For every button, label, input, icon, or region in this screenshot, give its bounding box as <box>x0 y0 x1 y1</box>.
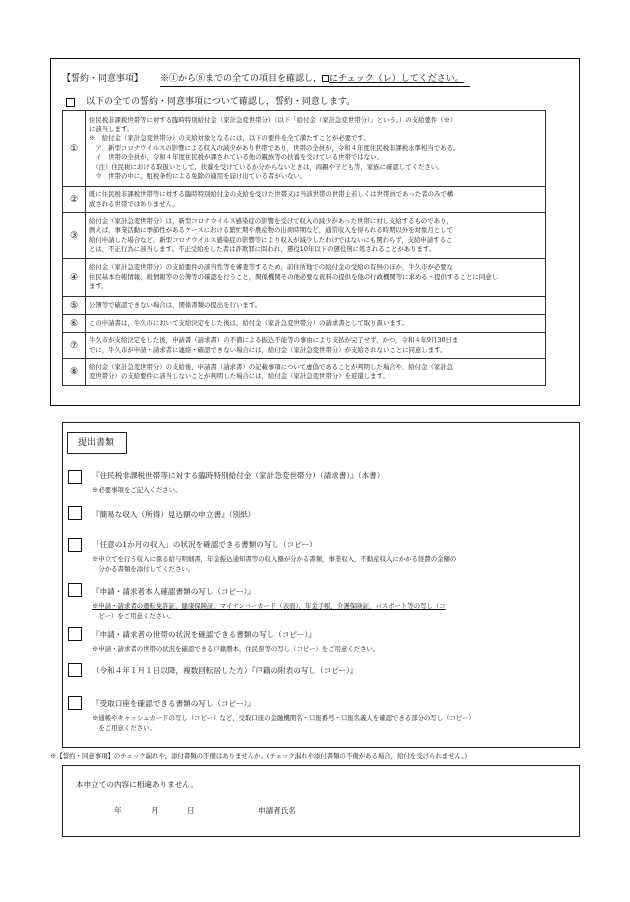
agreement-items-table <box>62 110 546 386</box>
doc-note: ※申立てを行う収入に係る給与明細書，年金振込通知書等の収入額が分かる書類，事業収入，不動産収入にかかる経費の金額の <box>92 555 457 563</box>
instruction-underline <box>160 86 470 87</box>
doc-note: ピー）をご用意ください。 <box>92 612 175 620</box>
item-line: でに，牛久市が申請・請求者に連絡・確認できない場合には，給付金（家計急変世帯分）が支給されないことに同意します。 <box>89 345 447 354</box>
item-line: この申請書は，牛久市において支給決定をした後は，給付金（家計急変世帯分）の請求書として取り扱います。 <box>89 318 409 327</box>
item-line: 給付金（家計急変世帯分）は，新型コロナウイルス感染症の影響を受けて収入の減少があった世帯に対し支給するものであり， <box>89 216 453 225</box>
item-number: ⑥ <box>63 315 86 333</box>
item-line: 住民税非課税世帯等に対する臨時特別給付金（家計急変世帯分）（以下「給付金（家計急変世帯分）」という。）の支給要件（※） <box>89 115 457 124</box>
item-number: ① <box>63 111 86 187</box>
item-line: 既に住民税非課税世帯等に対する臨時特別給付金の支給を受けた世帯又は当該世帯の世帯主若しくは世帯員であった者のみで構 <box>89 190 454 199</box>
item-number: ⑦ <box>63 333 86 359</box>
agreement-item <box>63 111 546 187</box>
doc-note: ※通帳やキャッシュカードの写し（コピー）など，受取口座の金融機関名・口座番号・口座名義人を確認できる部分の写し（コピー） <box>92 714 475 722</box>
agree-all-label: 以下の全ての誓約・同意事項について確認し，誓約・同意します。 <box>86 97 356 107</box>
item-line: ます。 <box>89 282 108 291</box>
day-label: 日 <box>187 806 195 815</box>
doc-note: ※申請・請求者の世帯の状況を確認できる戸籍謄本，住民票等の写し（コピー）をご用意ください。 <box>92 645 380 653</box>
checkbox-symbol-icon <box>322 75 329 82</box>
doc-checkbox-household[interactable] <box>68 627 82 641</box>
item-line: ウ 世帯の中に，租税条約による免除の適用を届け出ている者がいない。 <box>89 172 307 181</box>
item-number: ② <box>63 187 86 213</box>
doc-label: 『申請・請求者本人確認書類の写し（コピー）』 <box>92 587 255 596</box>
doc-checkbox-bank-account[interactable] <box>68 696 82 710</box>
doc-note: ※申請・請求者の運転免許証，健康保険証，マイナンバーカード（表面），年金手帳，介護保険証，パスポート等の写し（コ <box>92 602 446 610</box>
agreement-item <box>63 359 546 386</box>
doc-checkbox-family-register[interactable] <box>68 663 82 677</box>
doc-checkbox-income-statement[interactable] <box>68 506 82 520</box>
doc-checkbox-monthly-income[interactable] <box>68 538 82 552</box>
doc-label: 『簡易な収入（所得）見込額の申立書』（別紙） <box>92 510 256 519</box>
agreement-item <box>63 333 546 359</box>
doc-note: 分かる書類を添付してください。 <box>92 565 195 573</box>
agreement-item <box>63 297 546 315</box>
agreement-item <box>63 187 546 213</box>
item-number: ③ <box>63 213 86 259</box>
item-line: に該当します。 <box>89 124 134 133</box>
agreement-item <box>63 213 546 259</box>
doc-note: をご用意ください。 <box>92 724 156 732</box>
item-number: ⑤ <box>63 297 86 315</box>
item-line: 公簿等で確認できない場合は，関係書類の提出を行います。 <box>89 300 262 309</box>
item-line: イ 世帯の全員が，令和４年度住民税が課されている他の親族等の扶養を受けている世帯ではない。 <box>89 153 383 162</box>
item-line: 給付申請した場合など，新型コロナウイルス感染症の影響等により収入が減少したわけではないにも関わらず，支給申請するこ <box>89 235 453 244</box>
item-line: 住民基本台帳情報，税情報等の公簿等の確認を行うこと，関係機関その他必要な資料の提供を他の行政機関等に求める・提供することに同意し <box>89 272 498 281</box>
doc-label: 『申請・請求者の世帯の状況を確認できる書類の写し（コピー）』 <box>92 630 316 639</box>
applicant-name-label: 申請者氏名 <box>258 806 296 815</box>
doc-label: 『住民税非課税世帯等に対する臨時特別給付金（家計急変世帯分）（請求書）』（本書） <box>92 471 385 480</box>
agreement-item <box>63 315 546 333</box>
doc-label: （令和４年１月１日以降，複数回転居した方）『戸籍の附表の写し（コピー）』 <box>92 666 358 675</box>
instruction-pre: ※①から⑧までの全ての項目を確認し， <box>160 74 323 84</box>
warning-note: ※【誓約・同意事項】のチェック漏れや，添付書類の不備はありませんか。(チェック漏れや添付書類の不備がある場合，給付を受けられません。) <box>50 752 468 760</box>
year-label: 年 <box>114 806 122 815</box>
item-line: ア 新型コロナウイルスの影響による収入の減少があり世帯であり，世帯の全員が，令和４年度住民税非課税水準相当である。 <box>89 143 460 152</box>
declaration-section <box>62 765 580 837</box>
agreement-header-label: 【誓約・同意事項】 <box>62 74 144 84</box>
doc-label: 『受取口座を確認できる書類の写し（コピー）』 <box>92 699 255 708</box>
item-line: とは，不正行為に該当します。不正受給をした者は詐欺罪に問われ，懲役10年以下の懲役刑に処されることがあります。 <box>89 244 436 253</box>
item-line: 変世帯分）の支給要件に該当しないことが判明した場合には，給付金（家計急変世帯分）を返還します。 <box>89 372 389 380</box>
doc-label: 「任意の1か月の収入」の状況を確認できる書類の写し（コピー） <box>92 540 317 549</box>
agree-all-checkbox[interactable] <box>66 98 75 107</box>
item-line: 牛久市が支給決定をした後，申請書（請求書）の不備による振込不能等の事由により支払が完了せず，かつ，令和４年9月30日ま <box>89 336 459 345</box>
declaration-statement: 本申立ての内容に相違ありません。 <box>76 780 198 789</box>
instruction-post: にチェック（レ）してください。 <box>329 74 464 84</box>
agreement-header-instruction <box>160 75 464 84</box>
documents-title: 提出書類 <box>78 438 115 448</box>
item-line: 例えば，事業活動に季節性があるケースにおける繁忙期や農産物の出荷時期など，通常収入を得られる時期以外を対象月として <box>89 226 453 235</box>
item-line: 給付金（家計急変世帯分）の支給後，申請書（請求書）の記載事項について虚偽であることが判明した場合や，給付金（家計急 <box>89 362 454 371</box>
agreement-item <box>63 259 546 297</box>
item-line: （注）住民税における取扱いとして，扶養を受けているか分からないときは，両親や子ども等，家族に確認してください。 <box>89 162 444 171</box>
item-line: 成される世帯ではありません。 <box>89 199 179 208</box>
item-number: ⑧ <box>63 359 86 386</box>
doc-checkbox-claim-form[interactable] <box>68 470 82 484</box>
item-number: ④ <box>63 259 86 297</box>
month-label: 月 <box>151 806 159 815</box>
item-line: ※ 給付金（家計急変世帯分）の支給対象となるには，以下の要件を全て満たすことが必要です。 <box>89 134 370 143</box>
doc-checkbox-identity[interactable] <box>68 583 82 597</box>
doc-note: ※必要事項をご記入ください。 <box>92 486 182 494</box>
item-line: 給付金（家計急変世帯分）の支給要件の該当性等を審査等するため，前住所地での給付金の受給の有無のほか，牛久市が必要な <box>89 263 454 272</box>
